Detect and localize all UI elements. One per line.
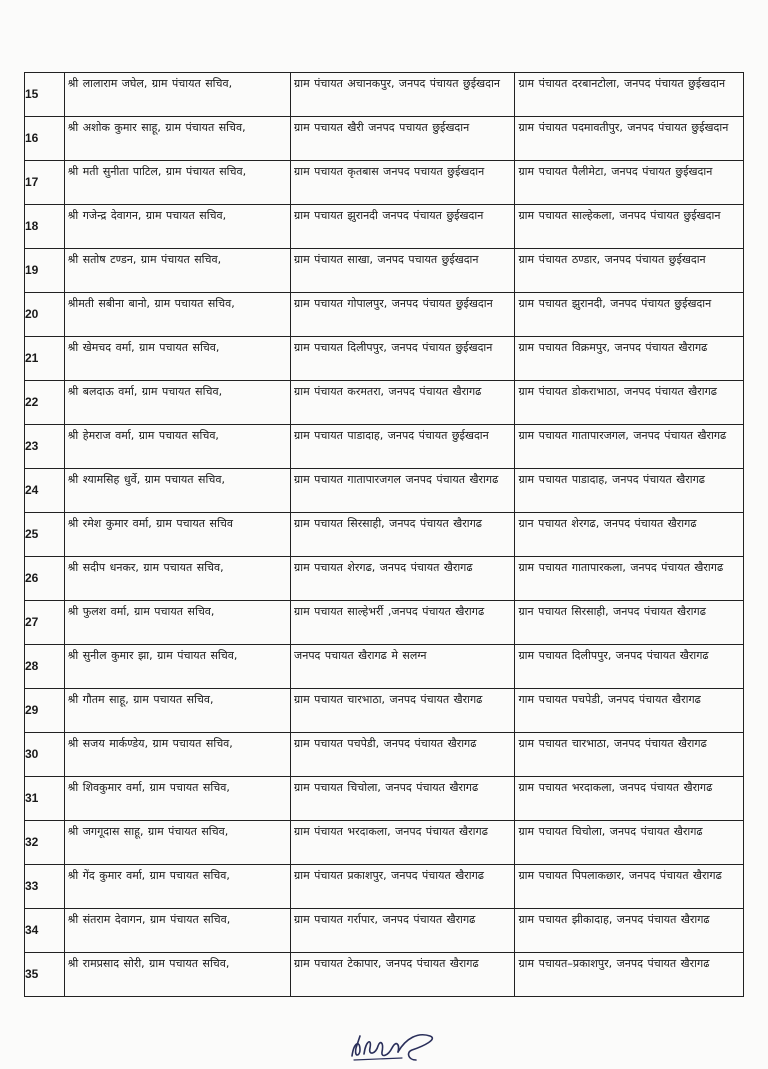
table-row bbox=[25, 205, 744, 249]
employee-name-cell: श्री रमेश कुमार वर्मा, ग्राम पचायत सचिव bbox=[64, 513, 290, 557]
new-posting-cell: ग्राम पचायत दिलीपपुर, जनपद पंचायत खैरागढ bbox=[515, 645, 744, 689]
employee-name-cell: श्री अशोक कुमार साहू, ग्राम पंचायत सचिव, bbox=[64, 117, 290, 161]
serial-number-cell: 31 bbox=[25, 777, 65, 821]
current-posting-cell: ग्राम पचायत टेकापार, जनपद पंचायत खैरागढ bbox=[291, 953, 515, 997]
new-posting-cell: ग्राम पचायत साल्हेकला, जनपद पंचायत छुईखदान bbox=[515, 205, 744, 249]
new-posting-cell: ग्राम पचायत भरदाकला, जनपद पंचायत खैरागढ bbox=[515, 777, 744, 821]
serial-number-cell: 20 bbox=[25, 293, 65, 337]
table-row bbox=[25, 909, 744, 953]
table-row bbox=[25, 425, 744, 469]
employee-name-cell: श्री गौतम साहू, ग्राम पचायत सचिव, bbox=[64, 689, 290, 733]
new-posting-cell: ग्राम पचायत चारभाठा, जनपद पंचायत खैरागढ bbox=[515, 733, 744, 777]
serial-number-cell: 19 bbox=[25, 249, 65, 293]
new-posting-cell: ग्राम पचायत विक्रमपुर, जनपद पंचायत खैरागढ bbox=[515, 337, 744, 381]
employee-name-cell: श्री सजय मार्कण्डेय, ग्राम पचायत सचिव, bbox=[64, 733, 290, 777]
table-row bbox=[25, 381, 744, 425]
current-posting-cell: ग्राम पंचायत अचानकपुर, जनपद पंचायत छुईखदान bbox=[291, 73, 515, 117]
serial-number-cell: 28 bbox=[25, 645, 65, 689]
serial-number-cell: 29 bbox=[25, 689, 65, 733]
current-posting-cell: ग्राम पचायत चारभाठा, जनपद पंचायत खैरागढ bbox=[291, 689, 515, 733]
table-row bbox=[25, 733, 744, 777]
current-posting-cell: ग्राम पचायत चिचोला, जनपद पंचायत खैरागढ bbox=[291, 777, 515, 821]
table-row bbox=[25, 117, 744, 161]
transfer-list-table bbox=[24, 72, 744, 997]
serial-number-cell: 34 bbox=[25, 909, 65, 953]
table-row bbox=[25, 821, 744, 865]
table-row bbox=[25, 249, 744, 293]
table-row bbox=[25, 865, 744, 909]
employee-name-cell: श्री लालाराम जघेल, ग्राम पंचायत सचिव, bbox=[64, 73, 290, 117]
new-posting-cell: ग्राम पंचायत डोकराभाठा, जनपद पंचायत खैरागढ bbox=[515, 381, 744, 425]
current-posting-cell: ग्राम पंचायत करमतरा, जनपद पंचायत खैरागढ bbox=[291, 381, 515, 425]
employee-name-cell: श्री श्यामसिह धुर्वे, ग्राम पचायत सचिव, bbox=[64, 469, 290, 513]
employee-name-cell: श्री गजेन्द्र देवागन, ग्राम पचायत सचिव, bbox=[64, 205, 290, 249]
table-row bbox=[25, 513, 744, 557]
signature-mark bbox=[346, 1030, 446, 1066]
employee-name-cell: श्री रामप्रसाद सोरी, ग्राम पचायत सचिव, bbox=[64, 953, 290, 997]
new-posting-cell: गाम पचायत पचपेडी, जनपद पंचायत खैरागढ bbox=[515, 689, 744, 733]
table-row bbox=[25, 953, 744, 997]
table-row bbox=[25, 601, 744, 645]
serial-number-cell: 35 bbox=[25, 953, 65, 997]
new-posting-cell: ग्राम पचायत गातापारजगल, जनपद पंचायत खैरागढ bbox=[515, 425, 744, 469]
current-posting-cell: ग्राम पंचायत प्रकाशपुर, जनपद पंचायत खैरागढ bbox=[291, 865, 515, 909]
employee-name-cell: श्री सुनील कुमार झा, ग्राम पंचायत सचिव, bbox=[64, 645, 290, 689]
new-posting-cell: ग्राम पचायत चिचोला, जनपद पंचायत खैरागढ bbox=[515, 821, 744, 865]
current-posting-cell: ग्राम पचायत पचपेडी, जनपद पंचायत खैरागढ bbox=[291, 733, 515, 777]
current-posting-cell: ग्राम पचायत गातापारजगल जनपद पंचायत खैरागढ bbox=[291, 469, 515, 513]
employee-name-cell: श्री संतराम देवागन, ग्राम पंचायत सचिव, bbox=[64, 909, 290, 953]
current-posting-cell: ग्राम पचायत शेरगढ, जनपद पंचायत खैरागढ bbox=[291, 557, 515, 601]
new-posting-cell: ग्राम पचायत–प्रकाशपुर, जनपद पंचायत खैरागढ bbox=[515, 953, 744, 997]
current-posting-cell: ग्राम पचायत सिरसाही, जनपद पंचायत खैरागढ bbox=[291, 513, 515, 557]
serial-number-cell: 16 bbox=[25, 117, 65, 161]
employee-name-cell: श्रीमती सबीना बानो, ग्राम पचायत सचिव, bbox=[64, 293, 290, 337]
serial-number-cell: 17 bbox=[25, 161, 65, 205]
serial-number-cell: 21 bbox=[25, 337, 65, 381]
serial-number-cell: 22 bbox=[25, 381, 65, 425]
new-posting-cell: ग्रान पचायत सिरसाही, जनपद पंचायत खैरागढ bbox=[515, 601, 744, 645]
serial-number-cell: 26 bbox=[25, 557, 65, 601]
serial-number-cell: 15 bbox=[25, 73, 65, 117]
table-row bbox=[25, 777, 744, 821]
table-row bbox=[25, 557, 744, 601]
serial-number-cell: 24 bbox=[25, 469, 65, 513]
serial-number-cell: 33 bbox=[25, 865, 65, 909]
current-posting-cell: ग्राम पचायत कृतबास जनपद पचायत छुईखदान bbox=[291, 161, 515, 205]
serial-number-cell: 30 bbox=[25, 733, 65, 777]
employee-name-cell: श्री बलदाऊ वर्मा, ग्राम पचायत सचिव, bbox=[64, 381, 290, 425]
employee-name-cell: श्री शिवकुमार वर्मा, ग्राम पचायत सचिव, bbox=[64, 777, 290, 821]
serial-number-cell: 25 bbox=[25, 513, 65, 557]
employee-name-cell: श्री फुलश वर्मा, ग्राम पचायत सचिव, bbox=[64, 601, 290, 645]
table-row bbox=[25, 469, 744, 513]
current-posting-cell: ग्राम पंचायत भरदाकला, जनपद पंचायत खैरागढ bbox=[291, 821, 515, 865]
new-posting-cell: ग्राम पचायत गातापारकला, जनपद पंचायत खैरागढ bbox=[515, 557, 744, 601]
table-row bbox=[25, 337, 744, 381]
new-posting-cell: ग्राम पचायत पाडादाह, जनपद पंचायत खैरागढ bbox=[515, 469, 744, 513]
current-posting-cell: ग्राम पचायत झुरानदी जनपद पंचायत छुईखदान bbox=[291, 205, 515, 249]
table-row bbox=[25, 73, 744, 117]
new-posting-cell: ग्राम पंचायत ठण्डार, जनपद पंचायत छुईखदान bbox=[515, 249, 744, 293]
current-posting-cell: ग्राम पचायत साल्हेभर्री ,जनपद पंचायत खैरागढ bbox=[291, 601, 515, 645]
current-posting-cell: ग्राम पंचायत साखा, जनपद पचायत छुईखदान bbox=[291, 249, 515, 293]
new-posting-cell: ग्राम पचायत झुरानदी, जनपद पंचायत छुईखदान bbox=[515, 293, 744, 337]
current-posting-cell: ग्राम पचायत पाडादाह, जनपद पंचायत छुईखदान bbox=[291, 425, 515, 469]
employee-name-cell: श्री हेमराज वर्मा, ग्राम पचायत सचिव, bbox=[64, 425, 290, 469]
employee-name-cell: श्री खेमचद वर्मा, ग्राम पचायत सचिव, bbox=[64, 337, 290, 381]
current-posting-cell: ग्राम पचायत दिलीपपुर, जनपद पंचायत छुईखदान bbox=[291, 337, 515, 381]
new-posting-cell: ग्राम पचायत पिपलाकछार, जनपद पंचायत खैरागढ bbox=[515, 865, 744, 909]
serial-number-cell: 18 bbox=[25, 205, 65, 249]
new-posting-cell: ग्राम पचायत पैलीमेटा, जनपद पंचायत छुईखदान bbox=[515, 161, 744, 205]
current-posting-cell: ग्राम पचायत खैरी जनपद पचायत छुईखदान bbox=[291, 117, 515, 161]
serial-number-cell: 27 bbox=[25, 601, 65, 645]
current-posting-cell: जनपद पचायत खैरागढ मे सलग्न bbox=[291, 645, 515, 689]
table-row bbox=[25, 293, 744, 337]
current-posting-cell: ग्राम पचायत गर्रापार, जनपद पंचायत खैरागढ bbox=[291, 909, 515, 953]
employee-name-cell: श्री सदीप धनकर, ग्राम पचायत सचिव, bbox=[64, 557, 290, 601]
employee-name-cell: श्री गेंद कुमार वर्मा, ग्राम पचायत सचिव, bbox=[64, 865, 290, 909]
serial-number-cell: 23 bbox=[25, 425, 65, 469]
new-posting-cell: ग्राम पंचायत दरबानटोला, जनपद पंचायत छुईखदान bbox=[515, 73, 744, 117]
serial-number-cell: 32 bbox=[25, 821, 65, 865]
employee-name-cell: श्री सतोष टण्डन, ग्राम पंचायत सचिव, bbox=[64, 249, 290, 293]
transfer-list-body bbox=[25, 73, 744, 997]
new-posting-cell: ग्राम पचायत झीकादाह, जनपद पंचायत खैरागढ bbox=[515, 909, 744, 953]
current-posting-cell: ग्राम पचायत गोपालपुर, जनपद पंचायत छुईखदान bbox=[291, 293, 515, 337]
employee-name-cell: श्री मती सुनीता पाटिल, ग्राम पंचायत सचिव, bbox=[64, 161, 290, 205]
new-posting-cell: ग्राम पंचायत पदमावतीपुर, जनपद पंचायत छुईखदान bbox=[515, 117, 744, 161]
new-posting-cell: ग्रान पचायत शेरगढ, जनपद पंचायत खैरागढ bbox=[515, 513, 744, 557]
employee-name-cell: श्री जगगूदास साहू, ग्राम पंचायत सचिव, bbox=[64, 821, 290, 865]
table-row bbox=[25, 689, 744, 733]
table-row bbox=[25, 645, 744, 689]
table-row bbox=[25, 161, 744, 205]
